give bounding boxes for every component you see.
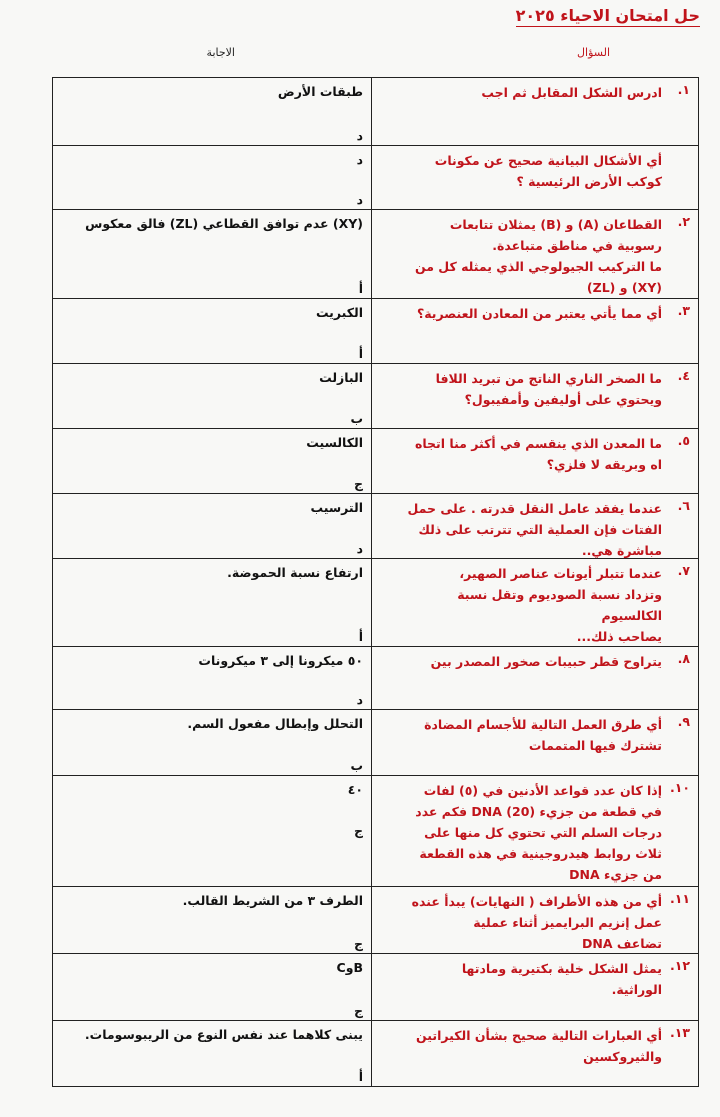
- question-number: ٩.: [677, 714, 690, 729]
- answer-text: يبنى كلاهما عند نفس النوع من الريبوسومات.: [84, 1027, 363, 1042]
- question-text: إذا كان عدد قواعد الأدنين في (٥) لفات في قطعة من جزيء (20) DNA فكم عدد درجات السلم التي تحتوي كل منها على ثلاث روابط هيدروجينية في هذه القطعة من جزيء DNA: [415, 783, 662, 882]
- answer-text: الكالسيت: [306, 435, 363, 450]
- answer-text: الكبريت: [315, 305, 363, 320]
- answer-text: (XY) عدم توافق القطاعي (ZL) فالق معكوس: [85, 216, 363, 231]
- question-cell: [371, 364, 698, 428]
- question-number: ٢.: [677, 214, 690, 229]
- answer-cell: [53, 647, 371, 709]
- question-text: أي من هذه الأطراف ( النهايات) يبدأ عنده عمل إنزيم البرايميز أثناء عملية تضاعف DNA: [411, 894, 662, 951]
- answer-choice: د: [356, 128, 363, 143]
- question-number: ٧.: [677, 563, 690, 578]
- question-number: ١٣.: [669, 1025, 690, 1040]
- answer-text: البازلت: [319, 370, 363, 385]
- table-row: [53, 429, 698, 494]
- question-number: ٤.: [677, 368, 690, 383]
- table-row: [53, 364, 698, 429]
- question-number: ١١.: [669, 891, 690, 906]
- answer-choice: أ: [358, 346, 363, 361]
- answer-text: ٤٠: [347, 782, 363, 797]
- answers-table: [52, 77, 699, 1087]
- answer-cell: [53, 364, 371, 428]
- table-row: [53, 78, 698, 146]
- question-cell: [371, 710, 698, 775]
- answer-column-header: الاجابة: [206, 46, 235, 59]
- question-number: ١.: [677, 82, 690, 97]
- question-column-header: السؤال: [577, 46, 610, 59]
- question-text: عندما يفقد عامل النقل قدرته . على حمل الفتات فإن العملية التي تترتب على ذلك مباشرة هي..: [407, 501, 662, 558]
- answer-cell: [53, 210, 371, 298]
- question-cell: [371, 210, 698, 298]
- question-text: عندما تتبلر أيونات عناصر الصهير، وتزداد نسبة الصوديوم وتقل نسبة الكالسيوم يصاحب ذلك...: [457, 566, 662, 644]
- table-row: [53, 776, 698, 887]
- question-number: ٥.: [677, 433, 690, 448]
- answer-cell: [53, 494, 371, 558]
- answer-text: BوC: [336, 960, 363, 975]
- answer-text: الطرف ٣ من الشريط القالب.: [182, 893, 363, 908]
- answer-cell: [53, 299, 371, 363]
- table-row: [53, 1021, 698, 1086]
- table-row: [53, 559, 698, 647]
- answer-choice: د: [356, 692, 363, 707]
- answer-text: ٥٠ ميكرونا إلى ٣ ميكرونات: [198, 653, 363, 668]
- answer-choice: ج: [353, 936, 363, 951]
- answer-text: د: [356, 152, 363, 167]
- page-title: حل امتحان الاحياء ٢٠٢٥: [515, 6, 700, 25]
- question-text: يتراوح قطر حبيبات صخور المصدر بين: [430, 654, 662, 669]
- answer-cell: [53, 429, 371, 493]
- table-row: [53, 494, 698, 559]
- answer-choice: د: [356, 541, 363, 556]
- answer-cell: [53, 78, 371, 145]
- answer-text: طبقات الأرض: [277, 84, 363, 99]
- question-number: ٦.: [677, 498, 690, 513]
- question-cell: [371, 647, 698, 709]
- answer-cell: [53, 1021, 371, 1086]
- question-text: أي مما يأتي يعتبر من المعادن العنصرية؟: [416, 306, 662, 321]
- answer-choice: أ: [358, 629, 363, 644]
- question-text: ما المعدن الذي ينقسم في أكثر منا اتجاه اه وبريقه لا فلزي؟: [414, 436, 662, 472]
- answer-choice: ج: [353, 1003, 363, 1018]
- answer-choice: د: [356, 192, 363, 207]
- question-cell: [371, 1021, 698, 1086]
- answer-cell: [53, 776, 371, 886]
- table-row: [53, 647, 698, 710]
- answer-choice: ب: [350, 758, 363, 773]
- answer-cell: [53, 887, 371, 953]
- answer-text: الترسيب: [310, 500, 363, 515]
- question-cell: [371, 146, 698, 209]
- question-text: يمثل الشكل خلية بكتيرية ومادتها الوراثية.: [461, 961, 662, 997]
- table-row: [53, 710, 698, 776]
- question-cell: [371, 78, 698, 145]
- answer-text: التحلل وإبطال مفعول السم.: [187, 716, 363, 731]
- question-text: أي الأشكال البيانية صحيح عن مكونات كوكب الأرض الرئيسية ؟: [434, 153, 662, 189]
- question-number: ١٠.: [669, 780, 690, 795]
- question-text: أي طرق العمل التالية للأجسام المضادة تشترك فيها المتممات: [424, 717, 662, 753]
- question-cell: [371, 887, 698, 953]
- answer-choice: ج: [353, 823, 363, 838]
- answer-choice: أ: [358, 1069, 363, 1084]
- table-row: [53, 954, 698, 1021]
- question-number: ٣.: [677, 303, 690, 318]
- answer-choice: ج: [353, 476, 363, 491]
- question-cell: [371, 429, 698, 493]
- question-cell: [371, 954, 698, 1020]
- question-text: أي العبارات التالية صحيح بشأن الكيراتين والثيروكسين: [416, 1028, 662, 1064]
- table-row: [53, 210, 698, 299]
- answer-cell: [53, 710, 371, 775]
- question-number: ١٢.: [669, 958, 690, 973]
- answer-text: ارتفاع نسبة الحموضة.: [227, 565, 363, 580]
- question-text: القطاعان (A) و (B) يمثلان تتابعات رسوبية في مناطق متباعدة. ما التركيب الجيولوجي الذي يمثله كل من (XY) و (ZL): [414, 217, 662, 295]
- question-cell: [371, 299, 698, 363]
- table-row: [53, 887, 698, 954]
- answer-cell: [53, 146, 371, 209]
- question-text: ادرس الشكل المقابل ثم اجب: [481, 85, 662, 100]
- question-number: ٨.: [677, 651, 690, 666]
- answer-choice: ب: [350, 411, 363, 426]
- question-cell: [371, 494, 698, 558]
- table-row: [53, 299, 698, 364]
- question-cell: [371, 776, 698, 886]
- answer-choice: أ: [358, 281, 363, 296]
- answer-cell: [53, 954, 371, 1020]
- question-text: ما الصخر الناري الناتج من تبريد اللافا ويحتوي على أوليفين وأمفيبول؟: [435, 371, 662, 407]
- answer-cell: [53, 559, 371, 646]
- question-cell: [371, 559, 698, 646]
- table-row: [53, 146, 698, 210]
